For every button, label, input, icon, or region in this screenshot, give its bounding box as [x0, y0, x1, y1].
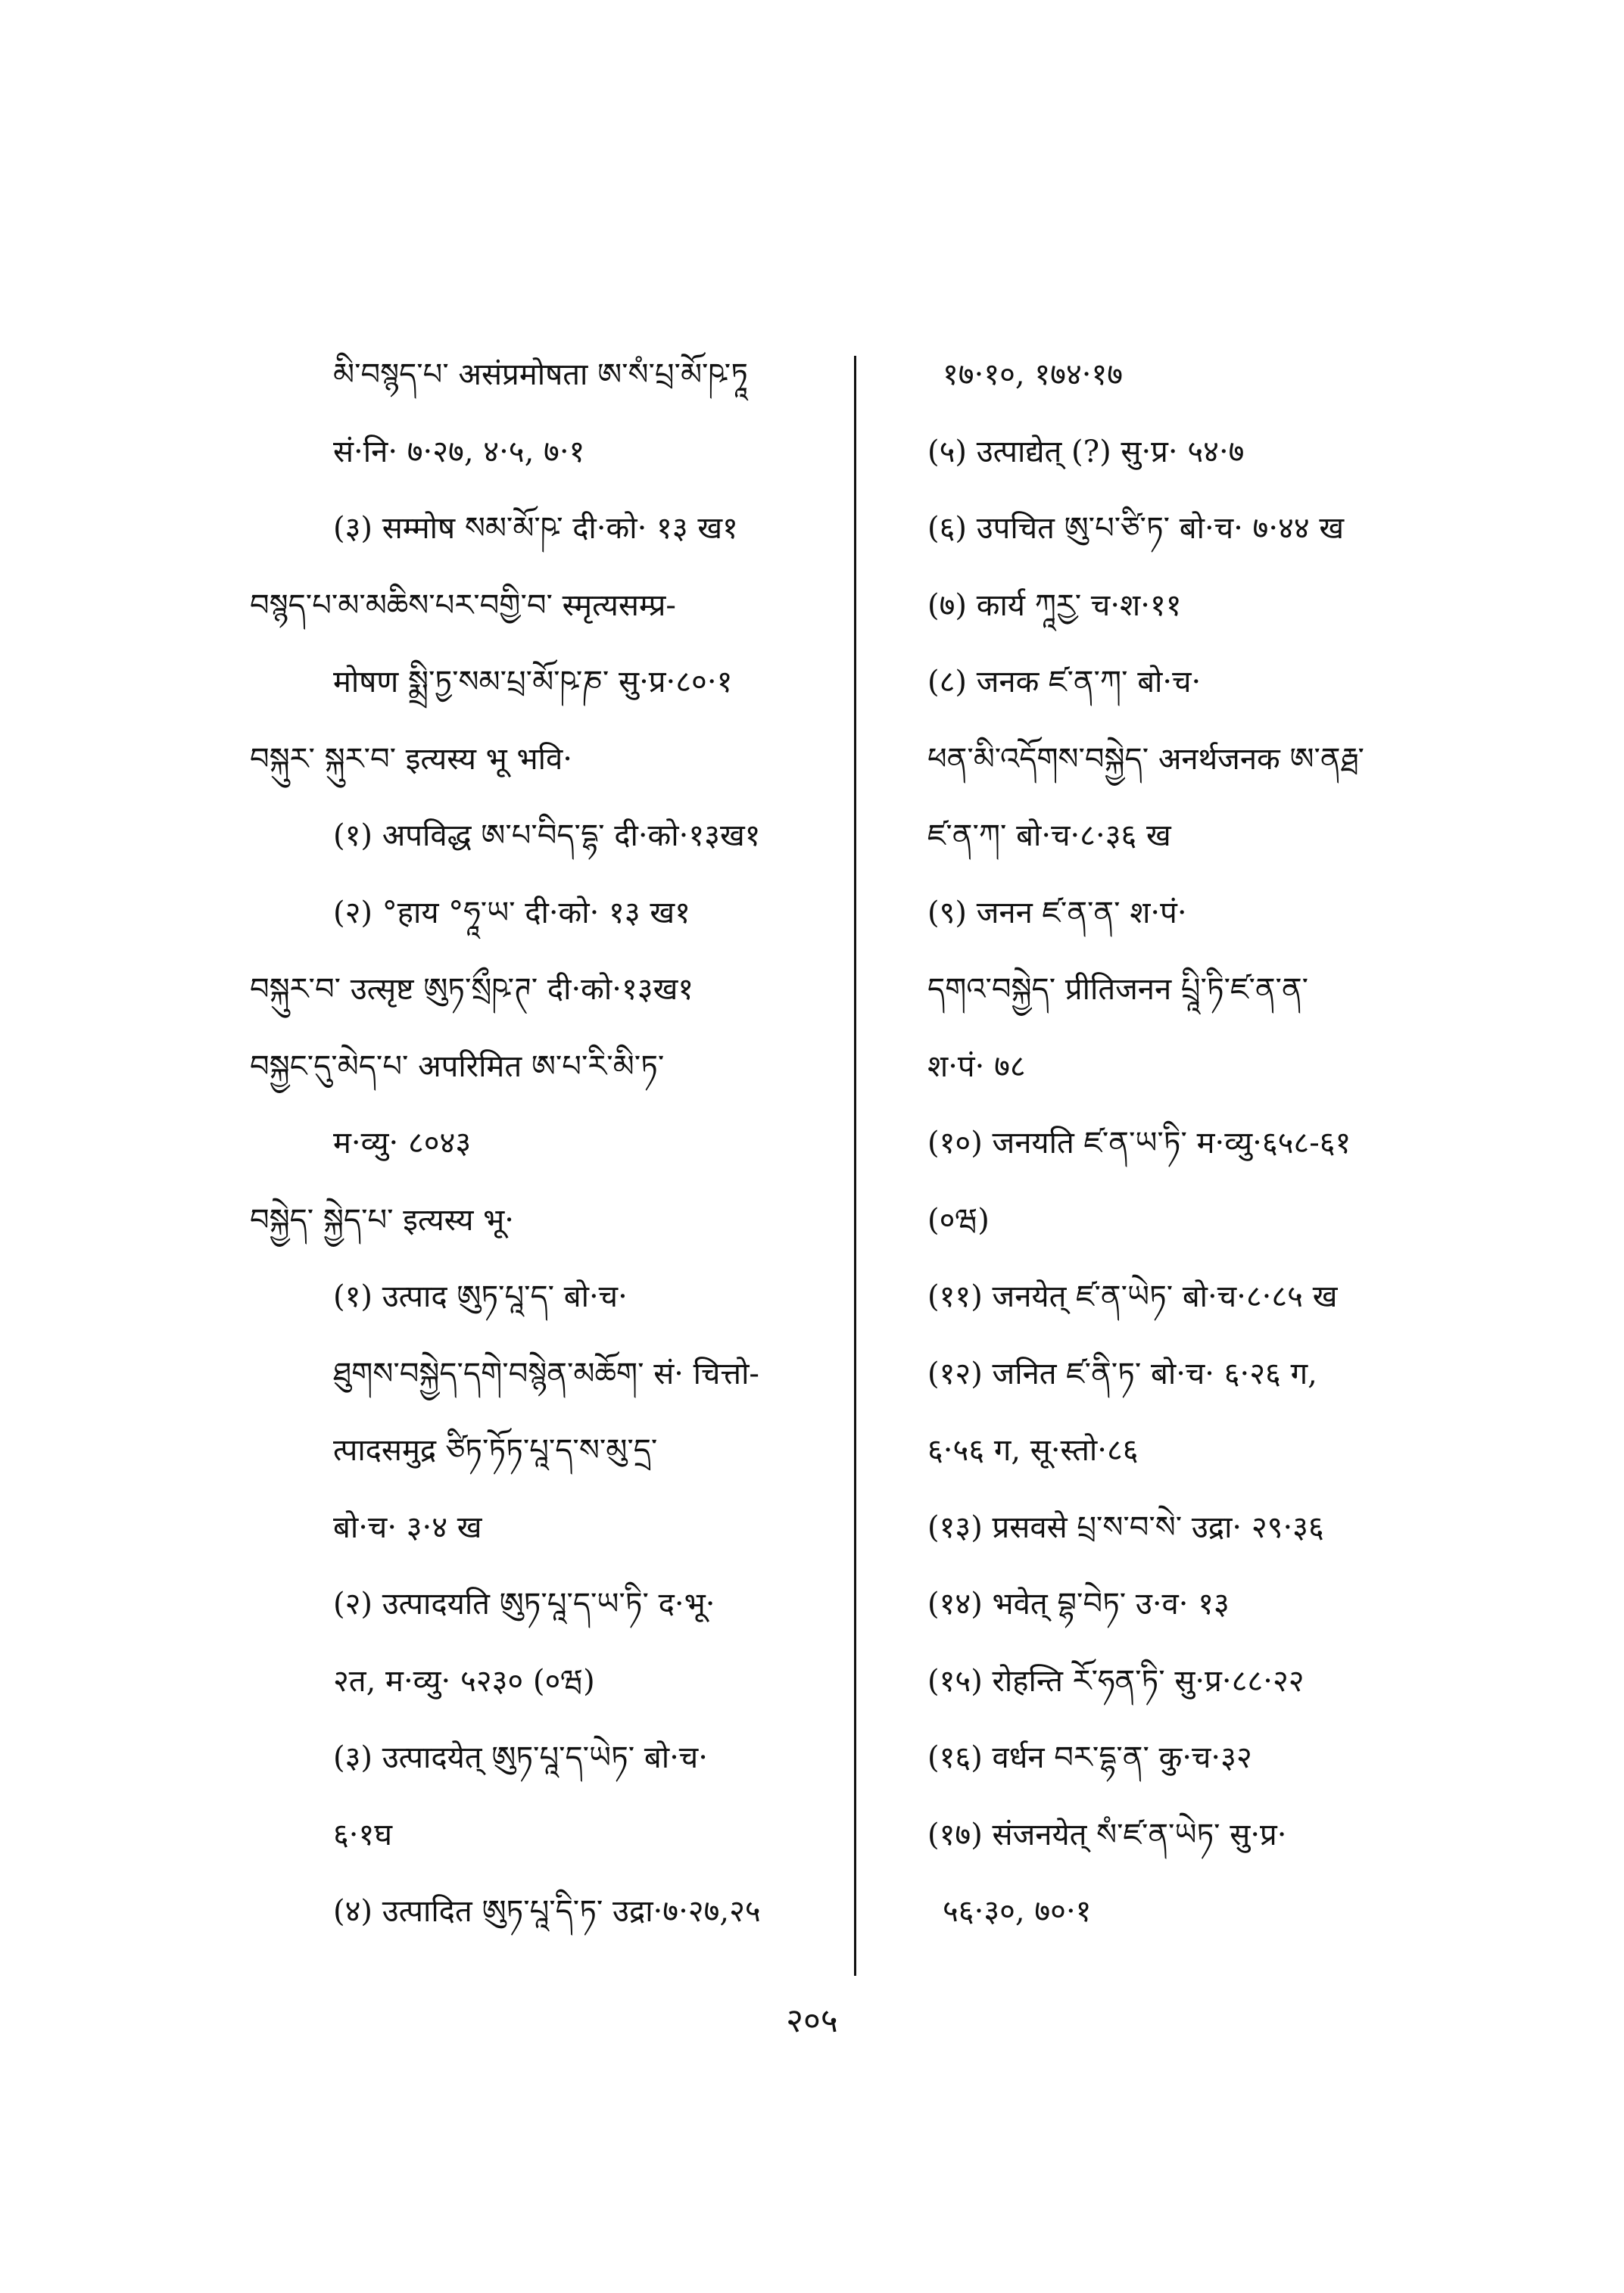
left-entry-line: ཐུགས་བསྐྱེད་དགེ་བསྙེན་མཆོག་ सं· चित्तो-: [333, 1357, 759, 1391]
left-entry-line: सं·नि· ७·२७, ४·५, ७·१: [333, 435, 585, 469]
right-entry-line: ६·५६ ग, सू·स्तो·८६: [927, 1433, 1139, 1468]
right-entry-line: (१०) जनयति ཛ་ན་ཡ་ཏི་ म·व्यु·६५८-६१: [927, 1126, 1351, 1161]
left-entry-line: བསྙད་པ་མ་མཆིས་པར་བགྱི་བ་ स्मृत्यसम्प्र-: [250, 588, 676, 623]
left-entry-line: बो·च· ३·४ ख: [333, 1510, 482, 1545]
right-entry-line: ཕན་མི་འདོགས་བསྐྱེད་ अनर्थजनक ཨ་ནརྠ་: [927, 742, 1364, 777]
left-entry-line: (१) अपविद्ध ཨ་པ་བིད་དྷ་ दी·को·१३ख१: [333, 818, 761, 853]
right-entry-line: (८) जनक ཛ་ན་ཀ་ बो·च·: [927, 665, 1202, 699]
right-entry-line: (१५) रोहन्ति རོ་ཧན་ཏི་ सु·प्र·८८·२२: [927, 1664, 1304, 1699]
page-number: २०५: [786, 2002, 838, 2040]
right-entry-line: (११) जनयेत् ཛ་ན་ཡེཏ་ बो·च·८·८५ ख: [927, 1279, 1338, 1314]
left-entry-line: २त, म·व्यु· ५२३० (०ཝ): [333, 1664, 595, 1699]
right-entry-line: (१६) वर्धन བར་དྷ་ན་ कु·च·३२: [927, 1740, 1252, 1775]
right-entry-line: (१४) भवेत् བྷ་བེཏ་ उ·व· १३: [927, 1587, 1230, 1622]
right-entry-line: (६) उपचित ཨུ་པ་ཙི་ཏ་ बो·च· ७·४४ ख: [927, 511, 1345, 546]
right-entry-line: श·पं· ७८: [927, 1049, 1026, 1084]
left-entry-line: (४) उत्पादित ཨུཏ་པཱ་དི་ཏ་ उद्रा·७·२७,२५: [333, 1894, 761, 1929]
left-entry-line: བསྐུར་ སྐུར་བ་ इत्यस्य भू भवि·: [250, 742, 572, 777]
right-entry-line: (०ཝ): [927, 1203, 990, 1238]
left-entry-line: བསྐྱེད་ སྐྱེད་པ་ इत्यस्य भू·: [250, 1203, 514, 1238]
right-entry-line: ཛ་ན་ཀ་ बो·च·८·३६ ख: [927, 818, 1171, 853]
left-entry-line: (१) उत्पाद ཨུཏ་པཱ་ད་ बो·च·: [333, 1279, 628, 1314]
left-entry-line: मोषण སྨྲི་ཏྱ་སམ་པྲ་མོ་ཥ་ཎ་ सु·प्र·८०·१: [333, 665, 733, 699]
right-entry-line: (१७) संजनयेत् སཾ་ཛ་ན་ཡེཏ་ सु·प्र·: [927, 1818, 1287, 1852]
left-entry-line: བསྐྱང་དུ་མེད་པ་ अपरिमित ཨ་པ་རི་མི་ཏ་: [250, 1049, 665, 1084]
left-entry-line: ६·१घ: [333, 1818, 392, 1852]
right-entry-line: (१३) प्रसवसे པྲ་ས་བ་སེ་ उद्रा· २९·३६: [927, 1510, 1324, 1545]
left-entry-line: म·व्यु· ८०४३: [333, 1126, 472, 1161]
right-entry-line: དགའ་བསྐྱེད་ प्रीतिजनन པྲཱི་ཏི་ཛ་ན་ན་: [927, 972, 1309, 1007]
left-entry-line: (३) सम्मोष སམ་མོ་ཥ་ दी·को· १३ ख१: [333, 511, 738, 546]
left-entry-line: त्पादसमुद्र ཙིཏ་ཏོཏ་པཱ་ད་ས་མུ་དྲ་: [333, 1433, 658, 1468]
right-entry-line: (१२) जनित ཛ་ནི་ཏ་ बो·च· ६·२६ ग,: [927, 1357, 1317, 1391]
right-entry-line: १७·१०, १७४·१७: [943, 357, 1124, 392]
right-entry-line: (५) उत्पाद्येत् (?) सु·प्र· ५४·७: [927, 435, 1245, 469]
right-entry-line: ५६·३०, ७०·१: [943, 1894, 1092, 1929]
left-entry-line: (३) उत्पादयेत् ཨུཏ་པཱ་ད་ཡེཏ་ बो·च·: [333, 1740, 708, 1775]
column-divider: [854, 356, 856, 1976]
left-entry-line: (२) °हाय °ཧཱ་ཡ་ दी·को· १३ ख१: [333, 896, 690, 930]
left-entry-line: (२) उत्पादयति ཨུཏ་པཱ་ད་ཡ་ཏི་ द·भू·: [333, 1587, 715, 1622]
left-entry-line: མི་བསྙད་པ་ असंप्रमोषता ཨ་སཾ་པྲ་མོ་ཥ་ཏཱ: [333, 357, 748, 392]
right-entry-line: (७) कार्य ཀཱརྱ་ च·श·११: [927, 588, 1182, 623]
right-entry-line: (९) जनन ཛ་ན་ན་ श·पं·: [927, 896, 1187, 930]
left-entry-line: བསྐུར་བ་ उत्सृष्ट ཨུཏ་སྲྀཥ་ཊ་ दी·को·१३ख१: [250, 972, 694, 1007]
